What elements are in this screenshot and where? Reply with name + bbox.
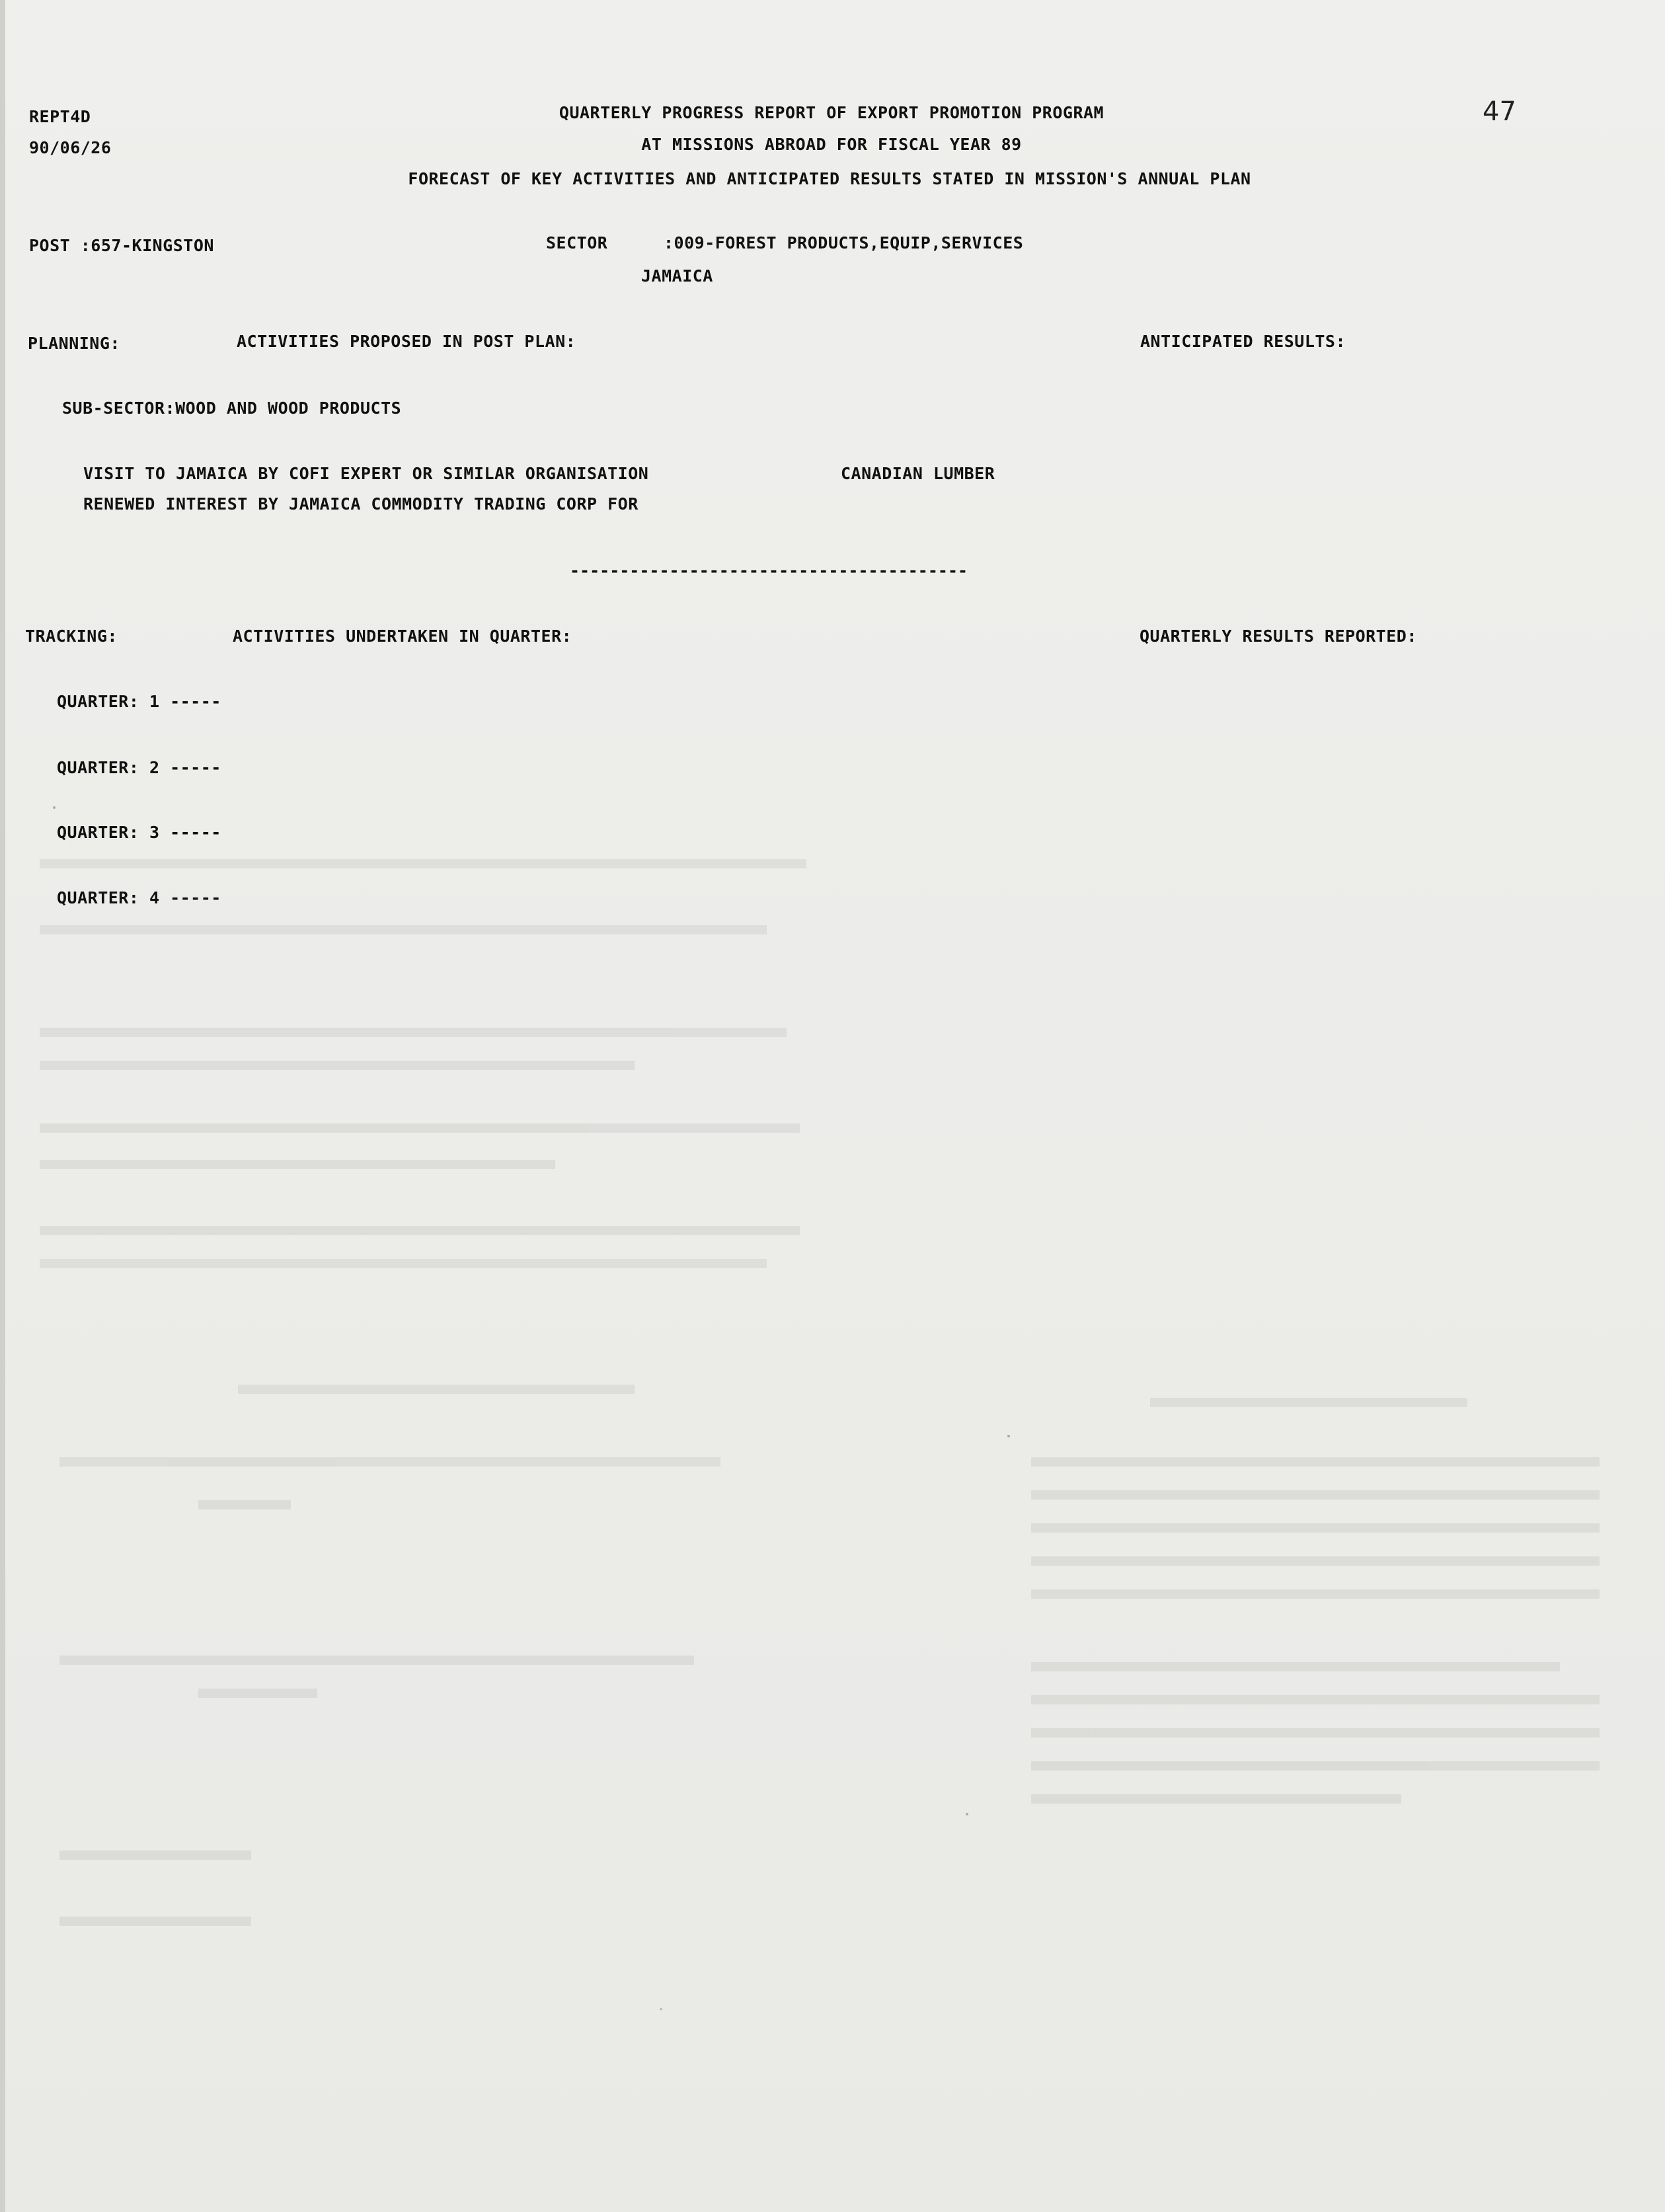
page-number: 47 <box>1483 96 1516 127</box>
quarter-2-row: QUARTER: 2 ----- <box>57 758 221 777</box>
report-id: REPT4D <box>29 107 91 126</box>
quarter-3-row: QUARTER: 3 ----- <box>57 823 221 842</box>
report-title-line-3: FORECAST OF KEY ACTIVITIES AND ANTICIPATED RESULTS STATED IN MISSION'S ANNUAL PLAN <box>408 169 1251 188</box>
planned-activity-result: CANADIAN LUMBER <box>841 464 995 483</box>
section-separator: ---------------------------------------- <box>570 561 968 580</box>
quarter-1-row: QUARTER: 1 ----- <box>57 692 221 711</box>
report-title-line-2: AT MISSIONS ABROAD FOR FISCAL YEAR 89 <box>641 135 1022 154</box>
planned-activity-line-2: RENEWED INTEREST BY JAMAICA COMMODITY TRADING CORP FOR <box>83 494 639 514</box>
quarterly-results-heading: QUARTERLY RESULTS REPORTED: <box>1140 627 1417 646</box>
sub-sector: SUB-SECTOR:WOOD AND WOOD PRODUCTS <box>62 399 402 418</box>
post-label: POST :657-KINGSTON <box>29 236 214 255</box>
quarter-4-row: QUARTER: 4 ----- <box>57 888 221 907</box>
tracking-label: TRACKING: <box>25 627 118 646</box>
anticipated-results-heading: ANTICIPATED RESULTS: <box>1140 332 1346 351</box>
tracking-activities-heading: ACTIVITIES UNDERTAKEN IN QUARTER: <box>233 627 572 646</box>
sector-value: :009-FOREST PRODUCTS,EQUIP,SERVICES <box>664 233 1024 252</box>
planning-label: PLANNING: <box>28 334 120 353</box>
planning-activities-heading: ACTIVITIES PROPOSED IN POST PLAN: <box>237 332 576 351</box>
report-title-line-1: QUARTERLY PROGRESS REPORT OF EXPORT PROMOTION PROGRAM <box>559 103 1104 122</box>
report-date: 90/06/26 <box>29 138 112 157</box>
planned-activity-line-1: VISIT TO JAMAICA BY COFI EXPERT OR SIMILAR ORGANISATION <box>83 464 649 483</box>
country-name: JAMAICA <box>641 266 713 286</box>
sector-label: SECTOR <box>546 233 608 252</box>
